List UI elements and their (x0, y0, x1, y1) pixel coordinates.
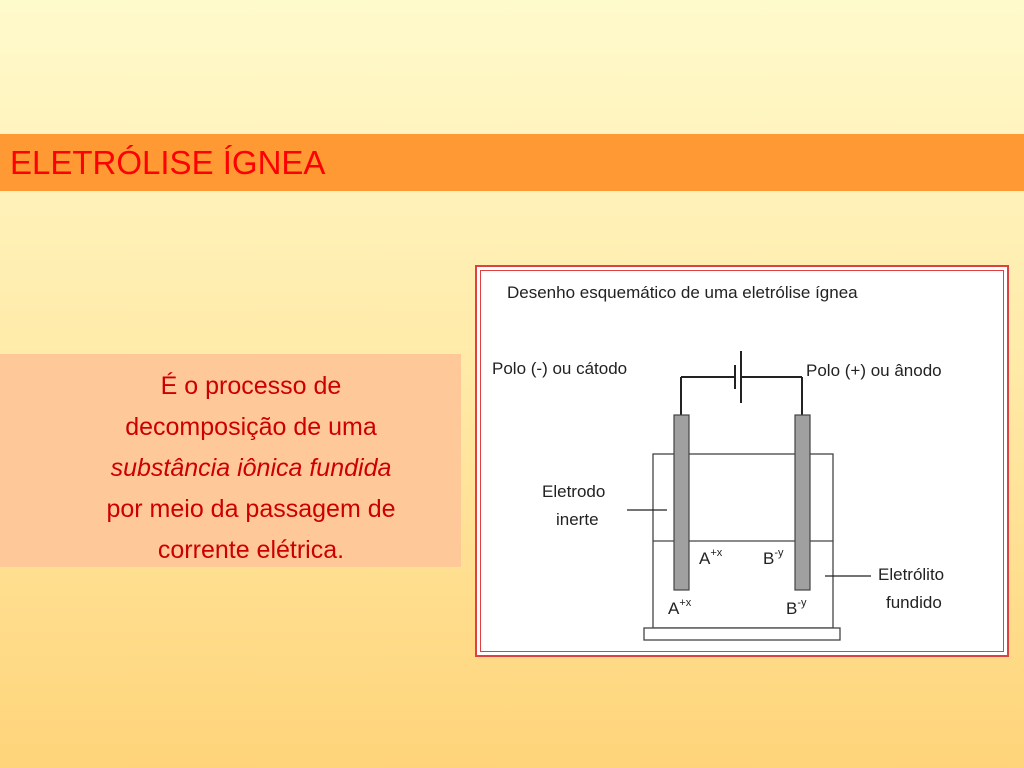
electrolyte-label-line1: Eletrólito (878, 565, 945, 584)
definition-text (46, 366, 456, 571)
diagram-frame (475, 265, 1009, 657)
diagram-caption: Desenho esquemático de uma eletrólise ígnea (507, 283, 858, 302)
cell-base (644, 628, 840, 640)
electrolyte-label-line2: fundido (886, 593, 942, 612)
anode-label: Polo (+) ou ânodo (806, 361, 942, 380)
electrolysis-diagram (477, 267, 1007, 655)
electrode-label-line2: inerte (556, 510, 599, 529)
definition-line-1: É o processo de (160, 372, 342, 400)
definition-line-5: corrente elétrica. (157, 536, 345, 564)
battery-icon (681, 351, 802, 403)
definition-line-4: por meio da passagem de (106, 495, 396, 523)
slide-title: ELETRÓLISE ÍGNEA (10, 144, 326, 181)
anion-upper: $B^{-y}$ (763, 547, 784, 568)
cation-upper: $A^{+x}$ (699, 547, 723, 568)
cation-lower: $A^{+x}$ (668, 597, 692, 618)
cathode-electrode (674, 415, 689, 590)
definition-line-2: decomposição de uma (125, 413, 377, 441)
cathode-label: Polo (-) ou cátodo (492, 359, 628, 378)
definition-box (0, 354, 461, 567)
definition-emphasis: substância iônica fundida (110, 454, 392, 482)
title-bar (0, 134, 1024, 191)
anion-lower: $B^{-y}$ (786, 597, 807, 618)
electrode-label-line1: Eletrodo (542, 482, 606, 501)
anode-electrode (795, 415, 810, 590)
